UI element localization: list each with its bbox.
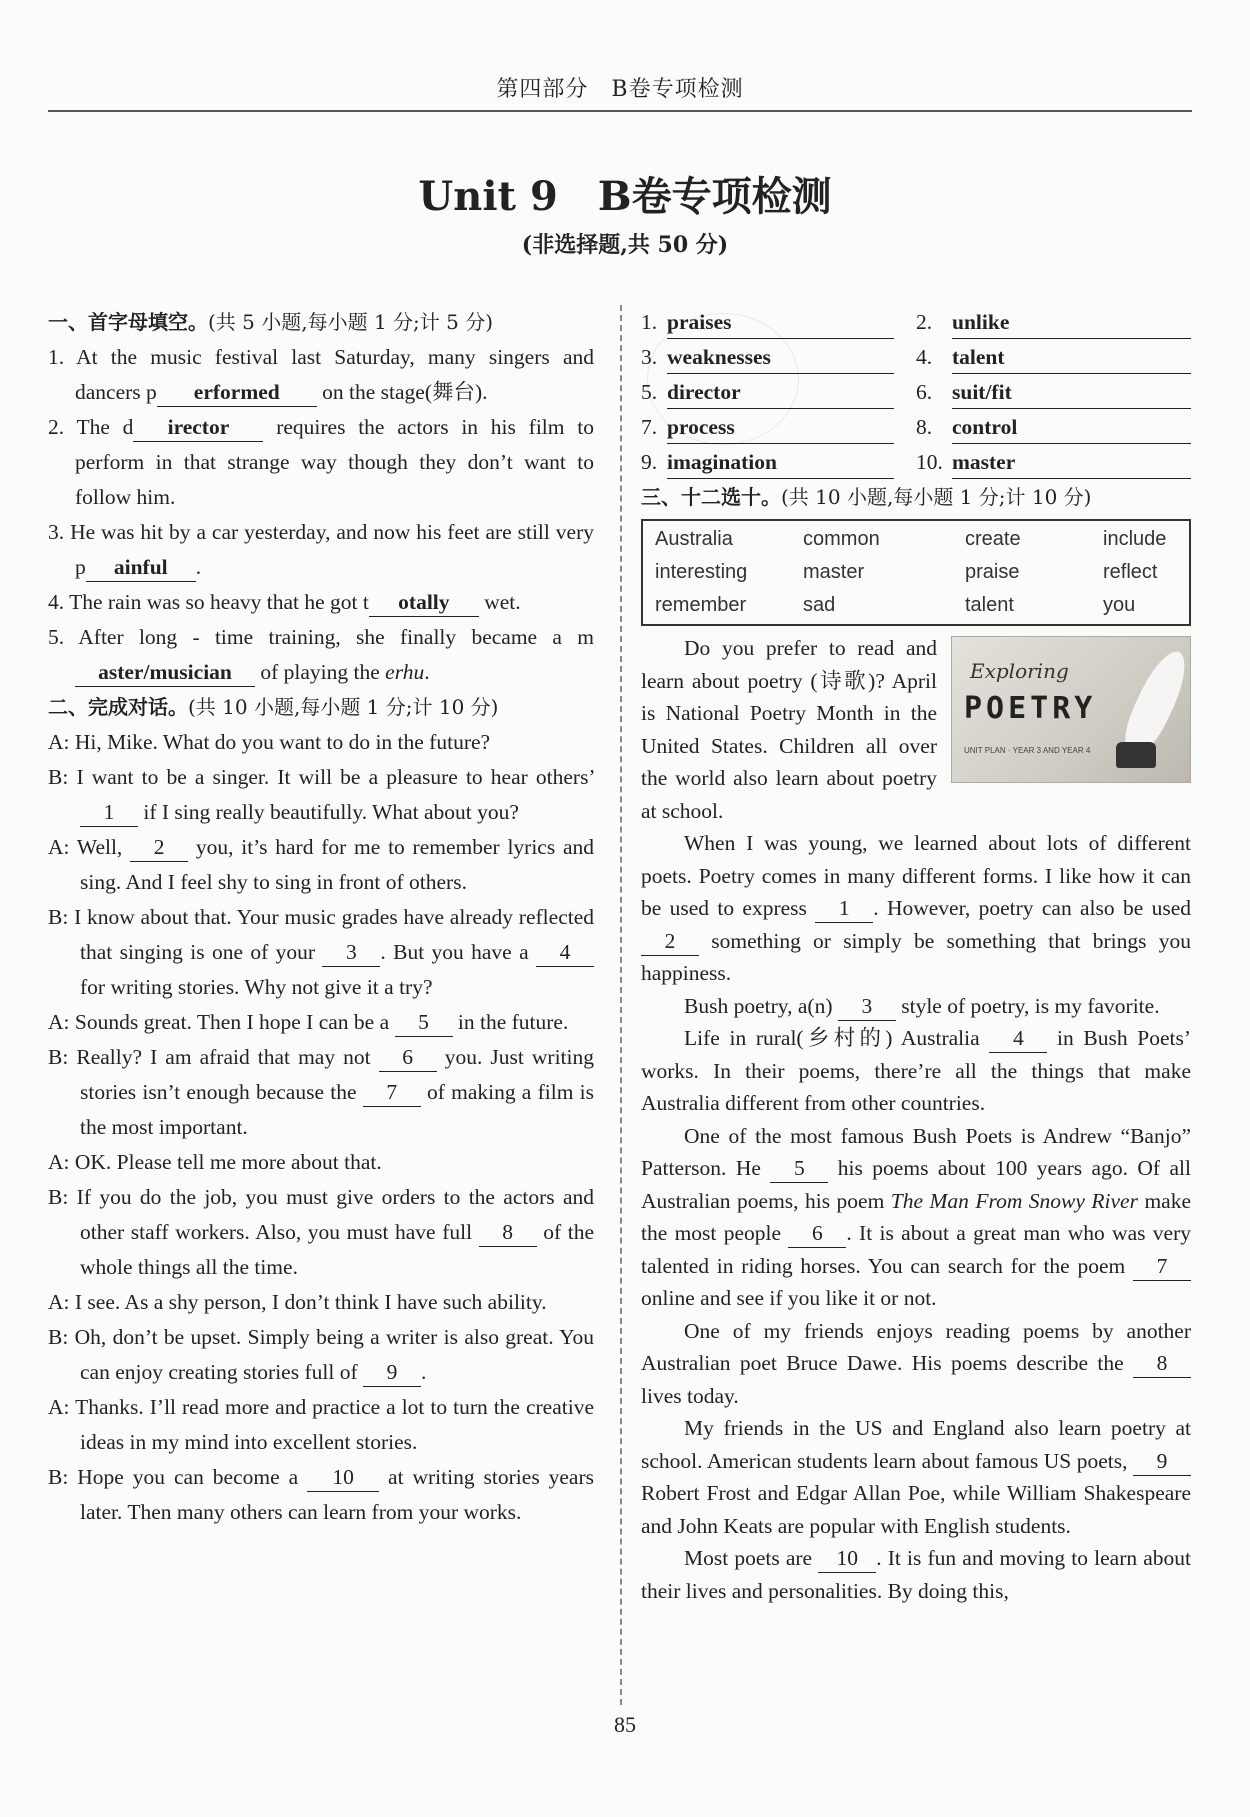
word-bank-item: include bbox=[1103, 528, 1167, 550]
word-bank-item: remember bbox=[655, 594, 747, 616]
dialogue-line-9: A: I see. As a shy person, I don’t think I have such ability. bbox=[48, 1290, 547, 1314]
word-bank-item: create bbox=[965, 528, 1021, 550]
section-3-heading: 三、十二选十。(共 10 小题,每小题 1 分;计 10 分) bbox=[641, 485, 1092, 509]
dialogue-line-7: A: OK. Please tell me more about that. bbox=[48, 1150, 382, 1174]
question-3: 3. He was hit by a car yesterday, and now his feet are still very p ainful . bbox=[48, 515, 594, 585]
passage-blank-6: 6 bbox=[788, 1219, 846, 1248]
answer-blank-5: aster/musician bbox=[75, 658, 255, 687]
dialogue-blank-9: 9 bbox=[363, 1358, 421, 1387]
section-1-heading: 一、首字母填空。(共 5 小题,每小题 1 分;计 5 分) bbox=[48, 310, 494, 334]
dialogue-line-5: A: Sounds great. Then I hope I can be a 5 in the future. bbox=[48, 1005, 594, 1040]
passage-blank-10: 10 bbox=[818, 1544, 876, 1573]
passage-blank-4: 4 bbox=[989, 1024, 1047, 1053]
page-number: 85 bbox=[614, 1712, 636, 1737]
dialogue-line-6: B: Really? I am afraid that may not 6 you. Just writing stories isn’t enough because the 7 of making a film is the most important. bbox=[48, 1045, 594, 1139]
word-bank bbox=[641, 519, 1191, 626]
word-bank-item: praise bbox=[965, 561, 1020, 583]
answer-key-2: unlike bbox=[952, 306, 1191, 339]
right-column bbox=[641, 305, 1191, 1607]
answer-key bbox=[641, 305, 1191, 480]
word-bank-item: reflect bbox=[1103, 561, 1158, 583]
passage-blank-2: 2 bbox=[641, 927, 699, 956]
answer-blank-2: irector bbox=[133, 413, 263, 442]
word-bank-item: talent bbox=[965, 594, 1014, 616]
answer-row: 5. director 6. suit/fit bbox=[641, 375, 1191, 410]
column-divider bbox=[620, 305, 622, 1705]
dialogue-blank-7: 7 bbox=[363, 1078, 421, 1107]
question-4: 4. The rain was so heavy that he got t otally wet. bbox=[48, 585, 594, 620]
paragraph-2: When I was young, we learned about lots of different poets. Poetry comes in many different forms. I like how it can be used to express 1 . However, poetry can also be used 2 something or simply be something that brings you happiness. bbox=[641, 831, 1192, 985]
dialogue-line-11: A: Thanks. I’ll read more and practice a lot to turn the creative ideas in my mind into excellent stories. bbox=[48, 1395, 594, 1454]
paragraph-3: Bush poetry, a(n) 3 style of poetry, is my favorite. bbox=[641, 990, 1191, 1023]
dialogue-blank-8: 8 bbox=[479, 1218, 537, 1247]
answer-key-9: imagination bbox=[667, 446, 894, 479]
paragraph-6: One of my friends enjoys reading poems by another Australian poet Bruce Dawe. His poems describe the 8 lives today. bbox=[641, 1318, 1191, 1408]
paragraph-5: One of the most famous Bush Poets is Andrew “Banjo” Patterson. He 5 his poems about 100 years ago. Of all Australian poems, his poem The Man From Snowy River make the most people 6 . It is about a great man who was very talented in riding horses. You can search for the poem 7 online and see if you like it or not. bbox=[641, 1123, 1192, 1310]
answer-row: 9. imagination 10. master bbox=[641, 445, 1191, 480]
running-header: 第四部分 B卷专项检测 bbox=[496, 77, 744, 102]
answer-row: 7. process 8. control bbox=[641, 410, 1191, 445]
answer-key-5: director bbox=[667, 376, 894, 409]
image-title-poetry: POETRY bbox=[964, 691, 1097, 726]
exploring-poetry-image bbox=[951, 636, 1191, 783]
paragraph-7: My friends in the US and England also learn poetry at school. American students learn about famous US poets, 9 Robert Frost and Edgar Allan Poe, while William Shakespeare and John Keats are popular with English students. bbox=[641, 1416, 1191, 1538]
question-2: 2. The d irector requires the actors in his film to perform in that strange way though they don’t want to follow him. bbox=[48, 415, 594, 509]
image-title-exploring: Exploring bbox=[970, 659, 1069, 683]
answer-row: 3. weaknesses 4. talent bbox=[641, 340, 1191, 375]
left-column bbox=[48, 305, 594, 1530]
answer-key-3: weaknesses bbox=[667, 341, 894, 374]
question-5: 5. After long - time training, she finally became a master/musician of playing the erhu. bbox=[48, 620, 594, 690]
section-2-heading: 二、完成对话。(共 10 小题,每小题 1 分;计 10 分) bbox=[48, 695, 499, 719]
dialogue-blank-2: 2 bbox=[130, 833, 188, 862]
answer-key-7: process bbox=[667, 411, 894, 444]
dialogue-line-8: B: If you do the job, you must give orders to the actors and other staff workers. Also, you must have full 8 of the whole things all the time. bbox=[48, 1185, 594, 1279]
dialogue-blank-10: 10 bbox=[307, 1463, 379, 1492]
dialogue-line-4: B: I know about that. Your music grades have already reflected that singing is one of your 3 . But you have a 4 for writing stories. Why not give it a try? bbox=[48, 905, 594, 999]
dialogue-line-2: B: I want to be a singer. It will be a pleasure to hear others’ 1 if I sing really beautifully. What about you? bbox=[48, 760, 594, 830]
word-bank-item: you bbox=[1103, 594, 1136, 616]
answer-blank-1: erformed bbox=[157, 378, 317, 407]
dialogue-line-12: B: Hope you can become a 10 at writing stories years later. Then many others can learn from your works. bbox=[48, 1465, 594, 1524]
passage-blank-3: 3 bbox=[838, 992, 896, 1021]
word-bank-item: master bbox=[803, 561, 865, 583]
answer-blank-3: ainful bbox=[86, 553, 196, 582]
question-1: 1. At the music festival last Saturday, many singers and dancers p erformed on the stage(舞台). bbox=[48, 340, 594, 410]
answer-row: 1. praises 2. unlike bbox=[641, 305, 1191, 340]
word-bank-item: interesting bbox=[655, 561, 748, 583]
dialogue-blank-3: 3 bbox=[322, 938, 380, 967]
page-title: Unit 9 B卷专项检测 bbox=[418, 173, 832, 220]
page-subtitle: (非选择题,共 50 分) bbox=[521, 232, 729, 258]
passage-blank-9: 9 bbox=[1133, 1447, 1191, 1476]
paragraph-4: Life in rural(乡村的) Australia 4 in Bush Poets’ works. In their poems, there’re all the things that make Australia different from other countries. bbox=[641, 1026, 1192, 1115]
dialogue-blank-4: 4 bbox=[536, 938, 594, 967]
answer-key-10: master bbox=[952, 446, 1191, 479]
passage-blank-5: 5 bbox=[770, 1154, 828, 1183]
dialogue-blank-6: 6 bbox=[379, 1043, 437, 1072]
dialogue-line-10: B: Oh, don’t be upset. Simply being a writer is also great. You can enjoy creating stories full of 9 . bbox=[48, 1320, 594, 1390]
word-bank-item: sad bbox=[803, 594, 836, 616]
header-rule bbox=[48, 110, 1192, 112]
word-bank-item: common bbox=[803, 528, 880, 550]
dialogue-line-1: A: Hi, Mike. What do you want to do in the future? bbox=[48, 730, 491, 754]
answer-key-8: control bbox=[952, 411, 1191, 444]
passage-blank-1: 1 bbox=[815, 894, 873, 923]
image-caption: UNIT PLAN · YEAR 3 AND YEAR 4 bbox=[964, 746, 1091, 755]
dialogue-blank-5: 5 bbox=[395, 1008, 453, 1037]
word-bank-item: Australia bbox=[655, 528, 733, 550]
reading-passage bbox=[641, 632, 1191, 1607]
paragraph-1: Do you prefer to read and learn about poetry (诗歌)? April is National Poetry Month in the United States. Children all over the world also learn about poetry at school. bbox=[641, 636, 937, 823]
answer-key-1: praises bbox=[667, 306, 894, 339]
dialogue-blank-1: 1 bbox=[80, 798, 138, 827]
passage-blank-8: 8 bbox=[1133, 1349, 1191, 1378]
answer-blank-4: otally bbox=[369, 588, 479, 617]
answer-key-6: suit/fit bbox=[952, 376, 1191, 409]
ink-bottle-icon bbox=[1116, 742, 1156, 768]
answer-key-4: talent bbox=[952, 341, 1191, 374]
passage-blank-7: 7 bbox=[1133, 1252, 1191, 1281]
paragraph-8: Most poets are 10 . It is fun and moving to learn about their lives and personalities. By doing this, bbox=[641, 1546, 1192, 1603]
dialogue-line-3: A: Well, 2 you, it’s hard for me to remember lyrics and sing. And I feel shy to sing in front of others. bbox=[48, 835, 595, 894]
